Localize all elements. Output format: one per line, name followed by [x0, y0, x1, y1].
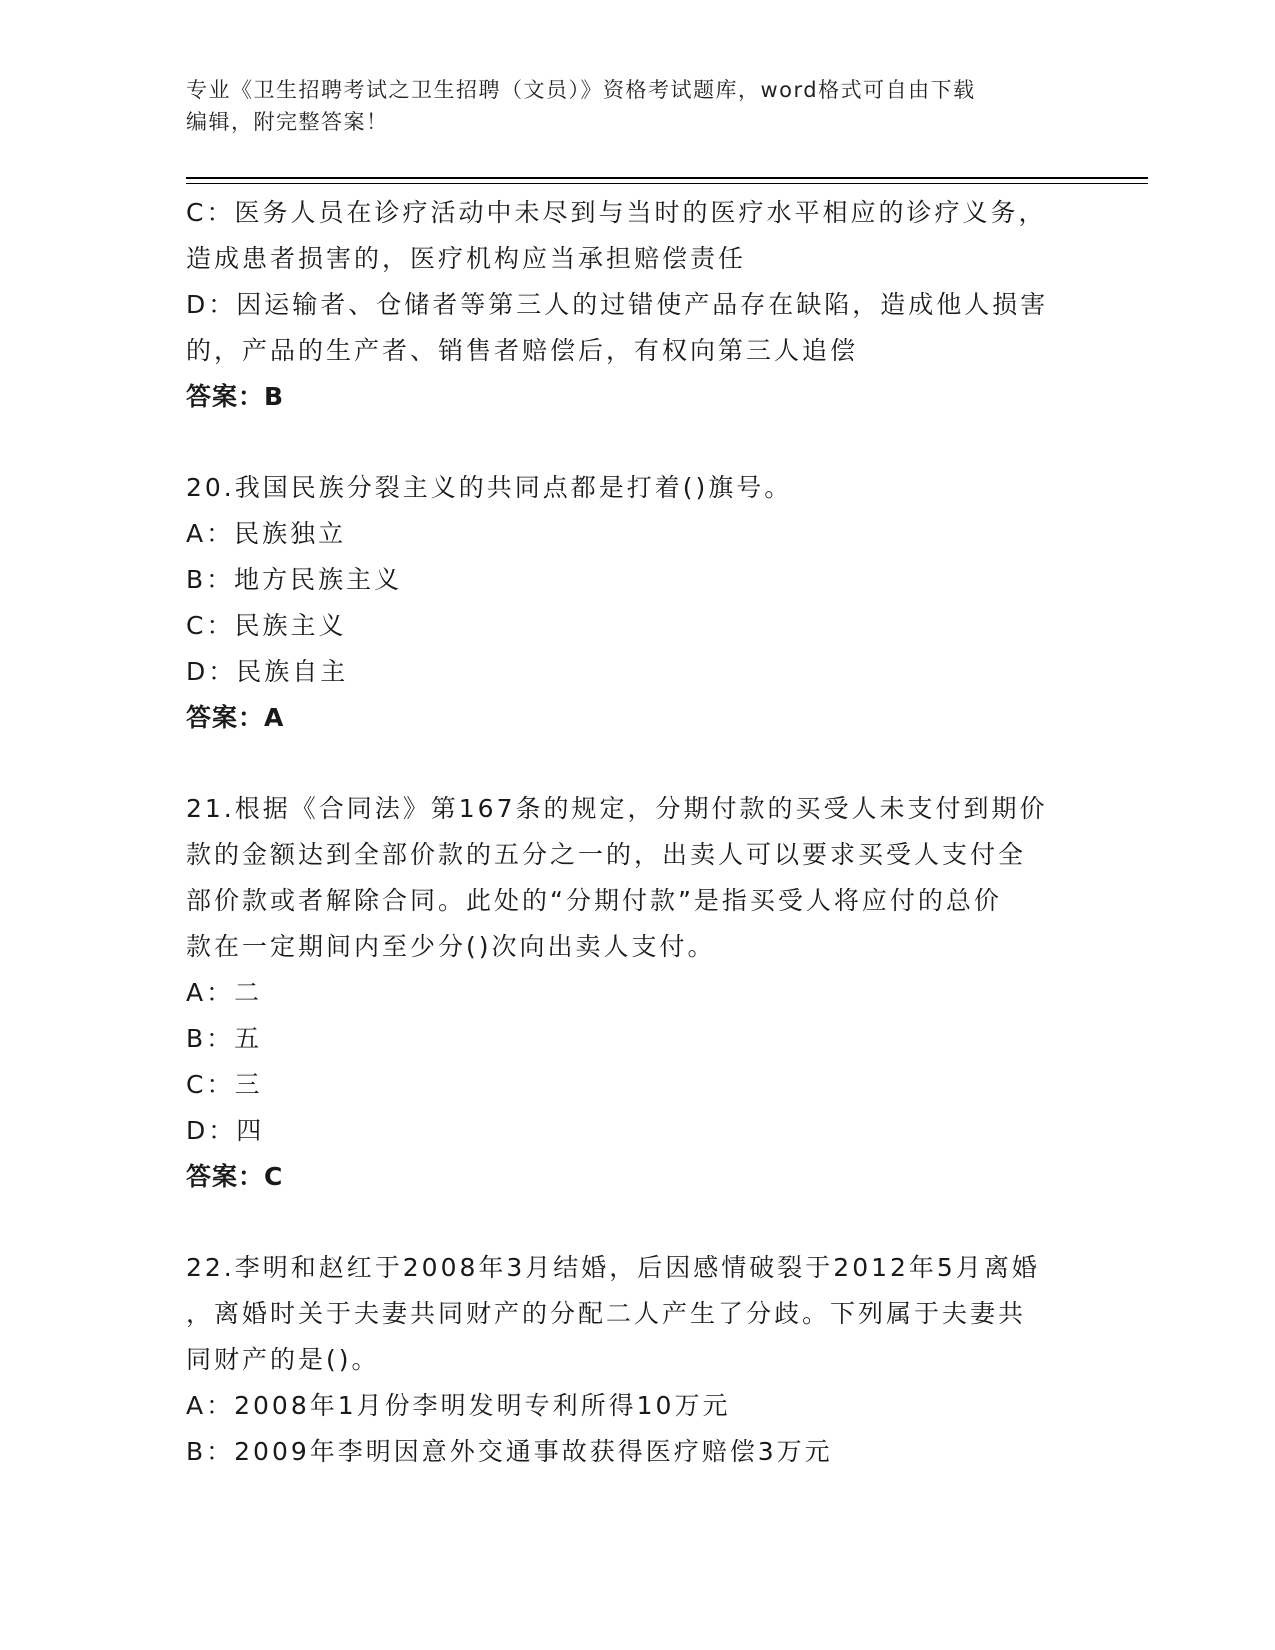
question-22 [186, 1245, 1086, 1475]
q20-option-d: D：民族自主 [186, 657, 349, 686]
question-21 [186, 786, 1086, 1200]
q19-option-c-line-1: C：医务人员在诊疗活动中未尽到与当时的医疗水平相应的诊疗义务， [186, 198, 1047, 227]
q20-option-b: B：地方民族主义 [186, 565, 403, 594]
q22-option-b: B：2009年李明因意外交通事故获得医疗赔偿3万元 [186, 1437, 833, 1466]
question-19-fragment [186, 190, 1086, 420]
q21-option-d: D：四 [186, 1116, 265, 1145]
q21-option-a: A：二 [186, 978, 263, 1007]
q22-stem-line-3: 同财产的是()。 [186, 1345, 380, 1374]
q21-stem-line-3: 部价款或者解除合同。此处的“分期付款”是指买受人将应付的总价 [186, 886, 1002, 915]
spacer [186, 420, 1086, 465]
q22-stem-line-2: ，离婚时关于夫妻共同财产的分配二人产生了分歧。下列属于夫妻共 [186, 1299, 1027, 1328]
q22-stem-line-1: 22.李明和赵红于2008年3月结婚，后因感情破裂于2012年5月离婚 [186, 1253, 1040, 1282]
q19-option-d-line-2: 的，产品的生产者、销售者赔偿后，有权向第三人追偿 [186, 336, 859, 365]
q19-answer: 答案：B [186, 382, 285, 411]
spacer [186, 1200, 1086, 1245]
header-line-2: 编辑，附完整答案！ [186, 110, 389, 134]
q21-stem-line-2: 款的金额达到全部价款的五分之一的，出卖人可以要求买受人支付全 [186, 840, 1027, 869]
question-content [186, 190, 1086, 1475]
q21-option-c: C：三 [186, 1070, 263, 1099]
q21-answer: 答案：C [186, 1162, 284, 1191]
spacer [186, 741, 1086, 786]
header-divider-thick [186, 177, 1148, 179]
q21-stem-line-4: 款在一定期间内至少分()次向出卖人支付。 [186, 932, 716, 961]
header-line-1: 专业《卫生招聘考试之卫生招聘（文员）》资格考试题库，word格式可自由下载 [186, 78, 976, 102]
q20-stem: 20.我国民族分裂主义的共同点都是打着()旗号。 [186, 473, 793, 502]
q21-option-b: B：五 [186, 1024, 263, 1053]
q21-stem-line-1: 21.根据《合同法》第167条的规定，分期付款的买受人未支付到期价 [186, 794, 1048, 823]
q20-option-c: C：民族主义 [186, 611, 347, 640]
header-divider-thin [186, 183, 1148, 184]
document-header [186, 74, 1086, 138]
q20-option-a: A：民族独立 [186, 519, 347, 548]
q22-option-a: A：2008年1月份李明发明专利所得10万元 [186, 1391, 731, 1420]
question-20 [186, 465, 1086, 741]
q19-option-c-line-2: 造成患者损害的，医疗机构应当承担赔偿责任 [186, 244, 747, 273]
q19-option-d-line-1: D：因运输者、仓储者等第三人的过错使产品存在缺陷，造成他人损害 [186, 290, 1049, 319]
q20-answer: 答案：A [186, 703, 285, 732]
